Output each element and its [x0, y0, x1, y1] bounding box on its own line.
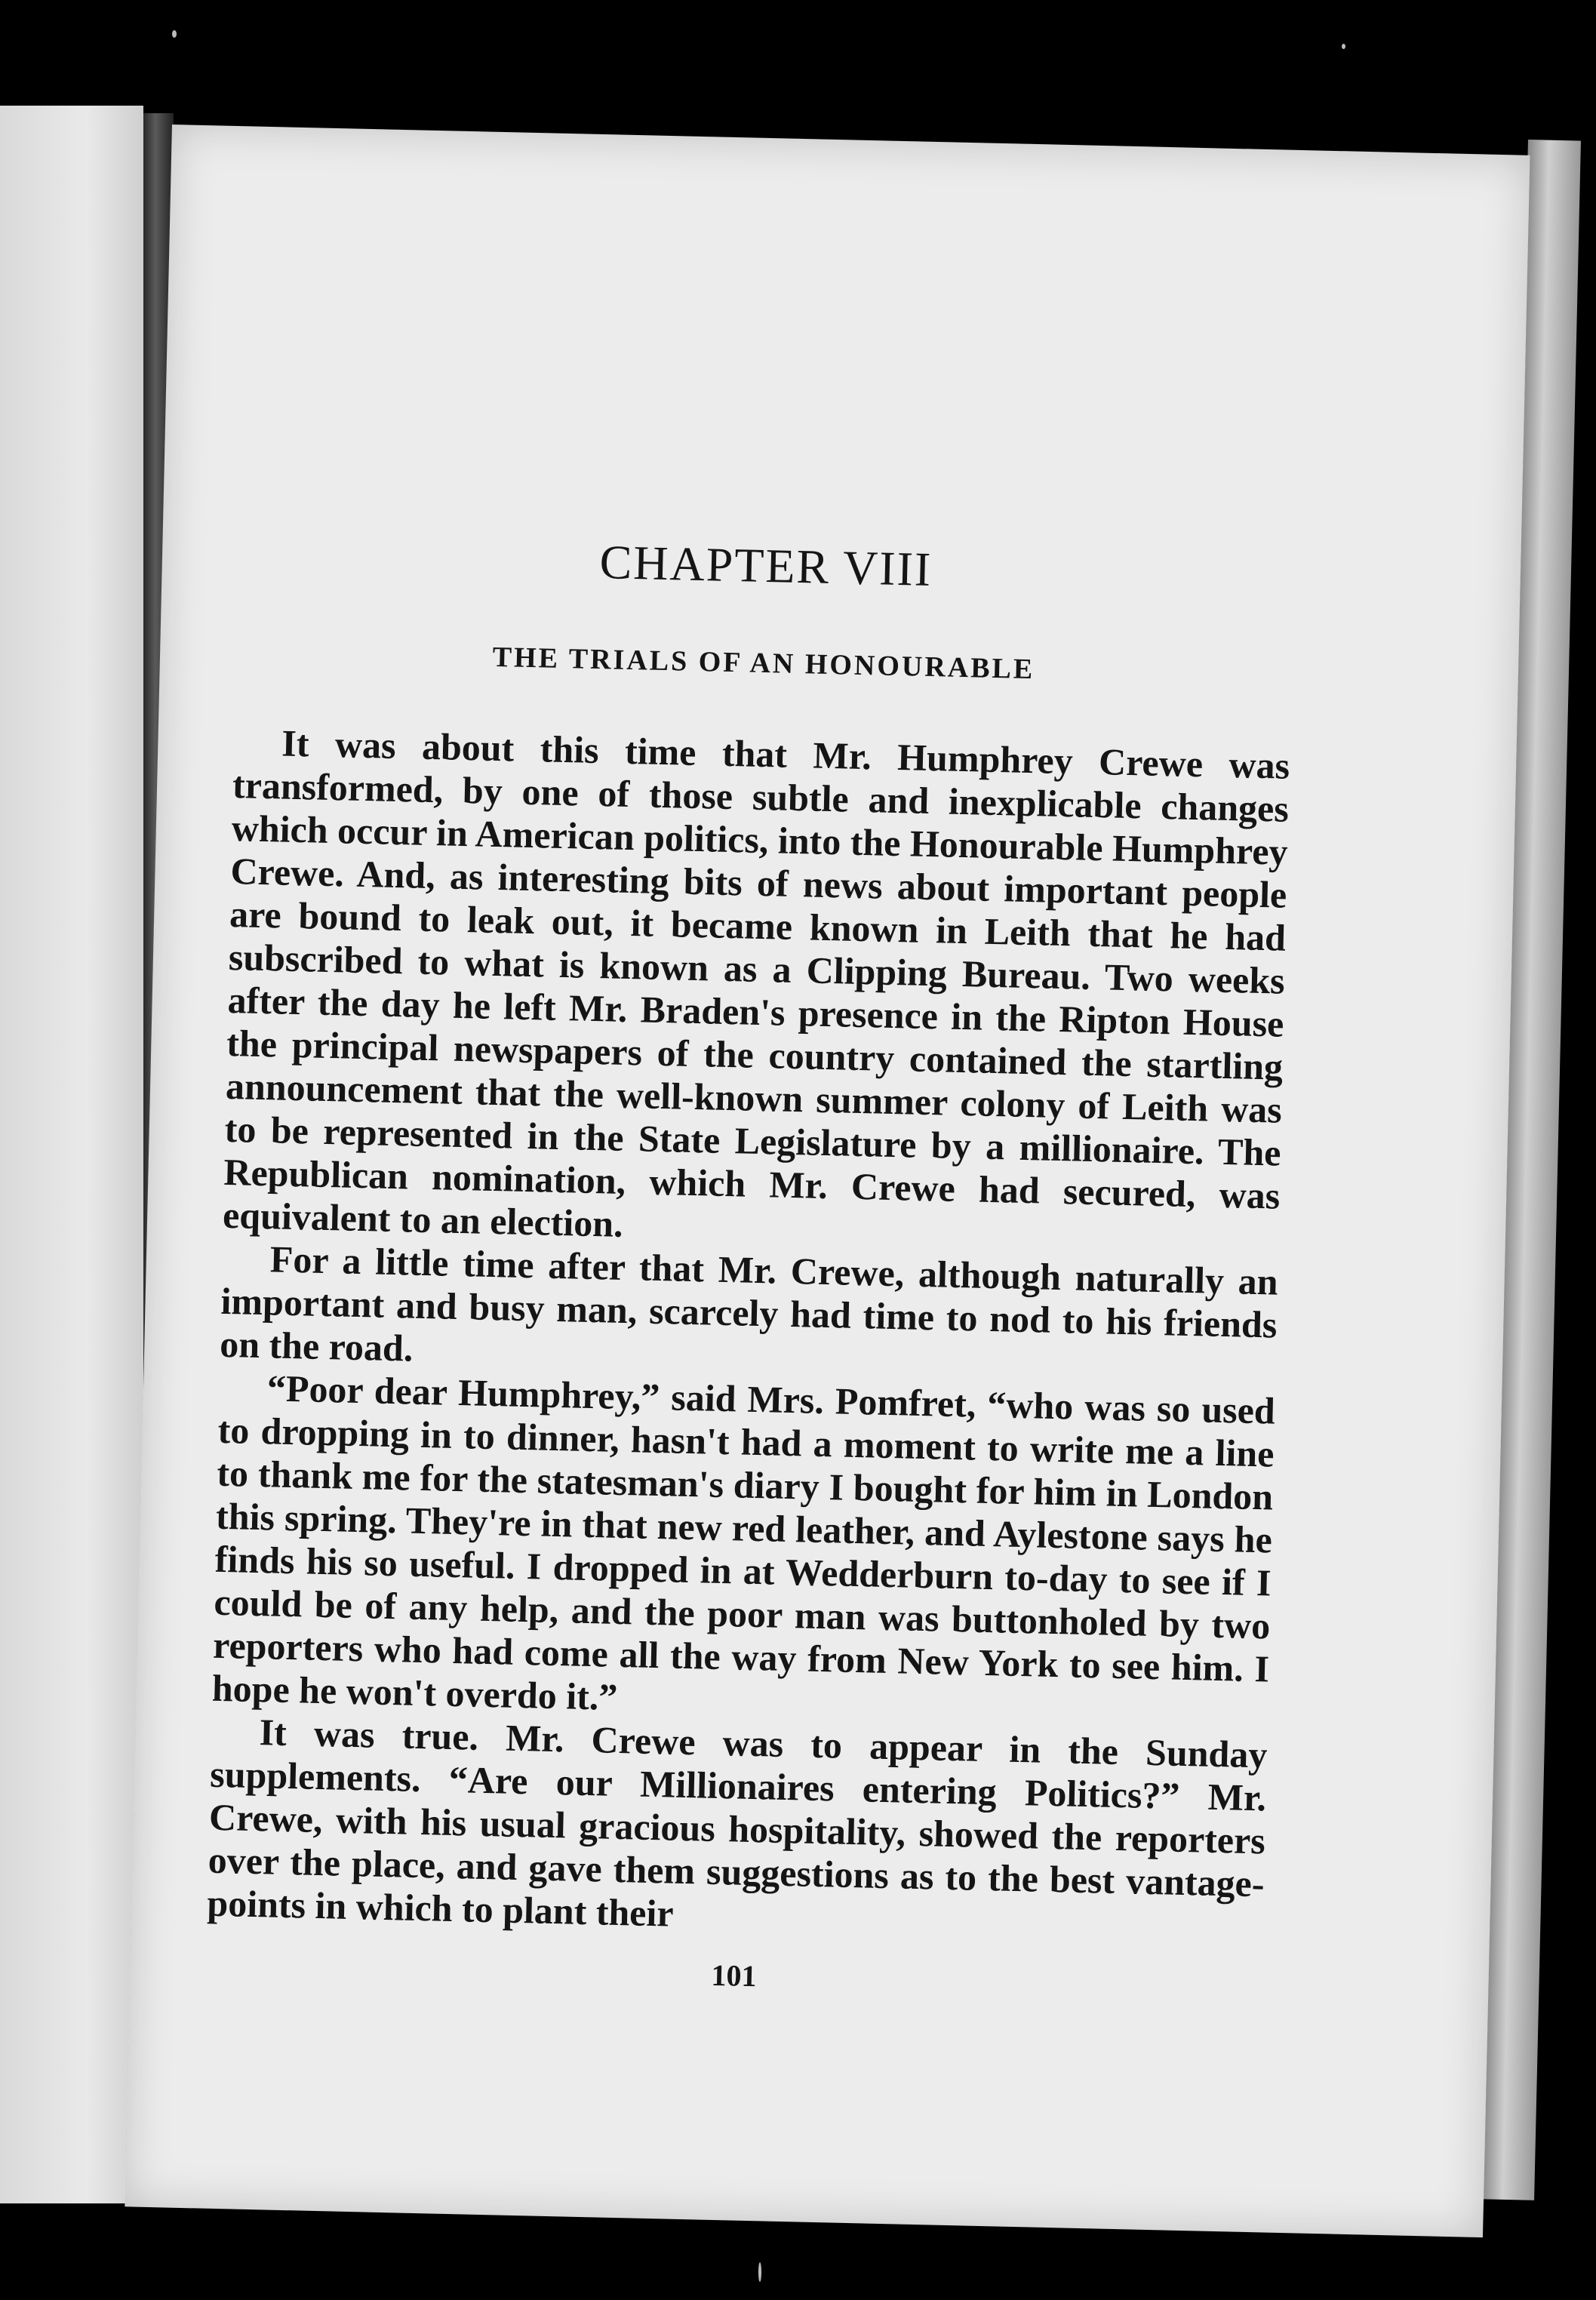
left-page-edge — [0, 106, 143, 2203]
page-text-block — [205, 526, 1294, 2005]
scan-speck — [1342, 44, 1345, 49]
paragraph-3: “Poor dear Humphrey,” said Mrs. Pomfret, “who was so used to dropping in to dinner, hasn't had a moment to write me a line to thank me for the statesman's diary I bought for him in London this spring. They're in that new red leather, and Aylestone says he finds his so useful. I dropped in at Wedderburn to-day to see if I could be of any help, and the poor man was buttonholed by two reporters who had come all the way from New York to see him. I hope he won't overdo it.” — [211, 1367, 1276, 1718]
page-number: 101 — [711, 1957, 758, 1994]
chapter-subtitle: THE TRIALS OF AN HONOURABLE — [492, 641, 1035, 686]
paragraph-4: It was true. Mr. Crewe was to appear in the Sunday supplements. “Are our Millionaires entering Politics?” Mr. Crewe, with his usual gracious hospitality, showed the reporters over the place, and gave them suggestions as to the best vantage-points in which to plant their — [206, 1711, 1268, 1935]
paragraph-1: It was about this time that Mr. Humphrey Crewe was transformed, by one of those subtle and inexplicable changes which occur in American politics, into the Honourable Humphrey Crewe. And, as interesting bits of news about important people are bound to leak out, it became known in Leith that he had subscribed to what is known as a Clipping Bureau. Two weeks after the day he left Mr. Braden's presence in the Ripton House the principal newspapers of the country contained the startling announcement that the well-known summer colony of Leith was to be represented in the State Legislature by a millionaire. The Republican nomination, which Mr. Crewe had secured, was equivalent to an election. — [222, 721, 1290, 1245]
book-page — [125, 125, 1530, 2237]
scan-speck — [172, 30, 177, 38]
scan-speck — [758, 2262, 761, 2282]
chapter-title: CHAPTER VIII — [598, 535, 933, 596]
paragraph-2: For a little time after that Mr. Crewe, although naturally an important and busy man, scarcely had time to nod to his friends on the road. — [219, 1238, 1279, 1370]
